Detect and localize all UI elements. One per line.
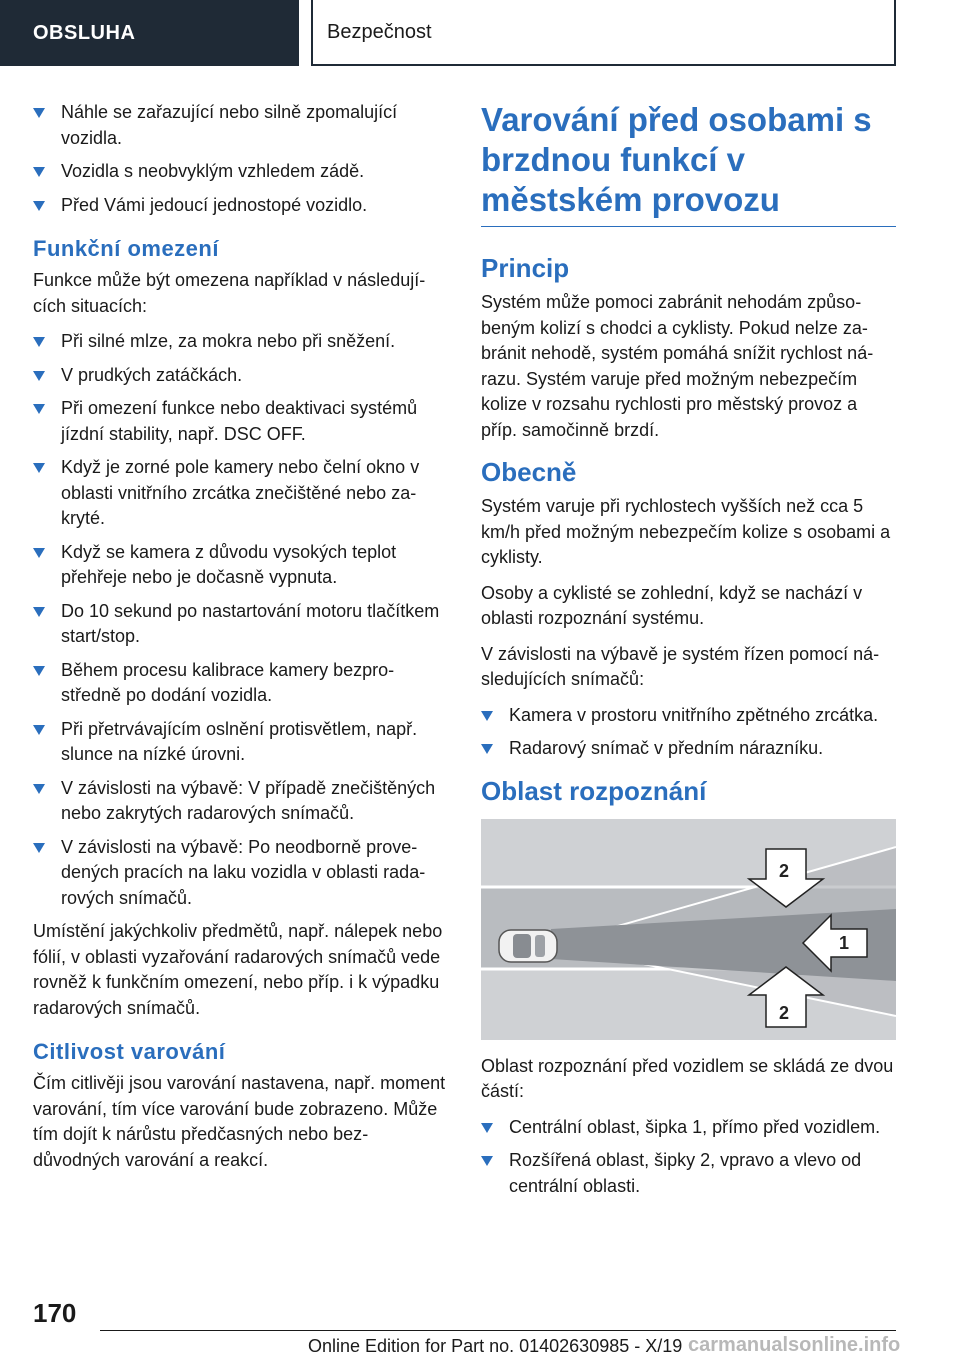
page-number: 170 <box>33 1298 77 1328</box>
list-item: Kamera v prostoru vnitřního zpětného zrcátka. <box>481 703 896 729</box>
list-item: Vozidla s neobvyklým vzhledem zádě. <box>33 159 448 185</box>
list-item: V závislosti na výbavě: Po neodborně provedených pracích na laku vozidla v oblasti radarových snímačů. <box>33 835 448 912</box>
bullet-triangle-icon <box>33 371 45 381</box>
chapter-tab <box>311 0 896 66</box>
bullet-triangle-icon <box>33 108 45 118</box>
bullet-triangle-icon <box>33 607 45 617</box>
bullet-triangle-icon <box>33 404 45 414</box>
bullet-triangle-icon <box>33 463 45 473</box>
general-paragraph-1: Systém varuje při rychlostech vyšších než cca 5 km/h před možným nebezpečím kolize s osobami a cyklisty. <box>481 496 891 567</box>
right-column <box>481 100 896 1207</box>
arrow-2-top-label: 2 <box>779 860 790 881</box>
bullet-triangle-icon <box>33 167 45 177</box>
chapter-label: Bezpečnost <box>327 20 432 43</box>
list-item: Před Vámi jedoucí jednostopé vozidlo. <box>33 193 448 219</box>
detection-area-diagram <box>481 819 896 1040</box>
arrow-2-bottom-label: 2 <box>779 1002 790 1023</box>
bullet-triangle-icon <box>33 725 45 735</box>
area-heading: Oblast rozpoznání <box>481 775 707 806</box>
sensitivity-text: Čím citlivěji jsou varování nastavena, např. moment varování, tím více varování bude zobrazeno. Může tím dojít k nárůstu předčasných nebo bezdůvodných varování a reakcí. <box>33 1073 446 1170</box>
general-paragraph-3: V závislosti na výbavě je systém řízen pomocí následujících snímačů: <box>481 643 880 689</box>
list-item: Když se kamera z důvodu vysokých teplot přehřeje nebo je dočasně vypnuta. <box>33 540 448 591</box>
bullet-triangle-icon <box>481 1123 493 1133</box>
list-item: Rozšířená oblast, šipky 2, vpravo a vlevo od centrální oblasti. <box>481 1148 896 1199</box>
general-heading: Obecně <box>481 457 577 487</box>
bullet-triangle-icon <box>481 744 493 754</box>
area-text: Oblast rozpoznání před vozidlem se skládá ze dvou částí: <box>481 1055 894 1101</box>
limits-heading: Funkční omezení <box>33 236 219 261</box>
sensitivity-heading: Citlivost varování <box>33 1039 226 1064</box>
general-paragraph-2: Osoby a cyklisté se zohlední, když se nachází v oblasti rozpoznání systému. <box>481 582 863 628</box>
list-item: Do 10 sekund po nastartování motoru tlačítkem start/stop. <box>33 599 448 650</box>
arrow-1-label: 1 <box>839 932 850 953</box>
list-item: Když je zorné pole kamery nebo čelní okno v oblasti vnitřního zrcátka znečištěné nebo zakryté. <box>33 455 448 532</box>
limits-note: Umístění jakýchkoliv předmětů, např. nálepek nebo fólií, v oblasti vyzařování radarových snímačů vede rovněž k funkčním omezení, nebo příp. i k výpadku radarových snímačů. <box>33 921 443 1018</box>
section-label: OBSLUHA <box>33 21 136 44</box>
bullet-triangle-icon <box>33 666 45 676</box>
list-item: Náhle se zařazující nebo silně zpomalující vozidla. <box>33 100 448 151</box>
section-title: Varování před osobami s brzdnou funkcí v městském provozu <box>481 100 896 227</box>
list-item: Při omezení funkce nebo deaktivaci systémů jízdní stability, např. DSC OFF. <box>33 396 448 447</box>
top-bullet-list <box>33 100 448 218</box>
principle-heading: Princip <box>481 253 570 283</box>
edition-text: Online Edition for Part no. 01402630985 - X/19 <box>308 1336 683 1356</box>
bullet-triangle-icon <box>33 784 45 794</box>
bullet-triangle-icon <box>481 1156 493 1166</box>
left-column <box>33 100 448 1183</box>
limits-intro: Funkce může být omezena například v následujících situacích: <box>33 270 426 316</box>
list-item: Při přetrvávajícím oslnění protisvětlem, např. slunce na nízké úrovni. <box>33 717 448 768</box>
list-item: Během procesu kalibrace kamery bezprostředně po dodání vozidla. <box>33 658 448 709</box>
principle-text: Systém může pomoci zabránit nehodám způsobeným kolizí s chodci a cyklisty. Pokud nelze zabránit nehodě, systém pomáhá snížit rychlost nárazu. Systém varuje před možným nebezpečím kolize v rozsahu rychlosti pro městský provoz a příp. samočinně brzdí. <box>481 292 874 440</box>
list-item: V prudkých zatáčkách. <box>33 363 448 389</box>
car-icon <box>499 930 557 962</box>
list-item: Centrální oblast, šipka 1, přímo před vozidlem. <box>481 1115 896 1141</box>
bullet-triangle-icon <box>481 711 493 721</box>
limits-bullet-list <box>33 329 448 911</box>
footer-divider <box>100 1330 896 1331</box>
list-item: Radarový snímač v předním nárazníku. <box>481 736 896 762</box>
watermark: carmanualsonline.info <box>688 1334 901 1356</box>
bullet-triangle-icon <box>33 337 45 347</box>
list-item: V závislosti na výbavě: V případě znečištěných nebo zakrytých radarových snímačů. <box>33 776 448 827</box>
bullet-triangle-icon <box>33 548 45 558</box>
area-bullet-list <box>481 1115 896 1200</box>
bullet-triangle-icon <box>33 843 45 853</box>
bullet-triangle-icon <box>33 201 45 211</box>
section-tab <box>0 0 299 66</box>
sensor-bullet-list <box>481 703 896 762</box>
list-item: Při silné mlze, za mokra nebo při sněžení. <box>33 329 448 355</box>
